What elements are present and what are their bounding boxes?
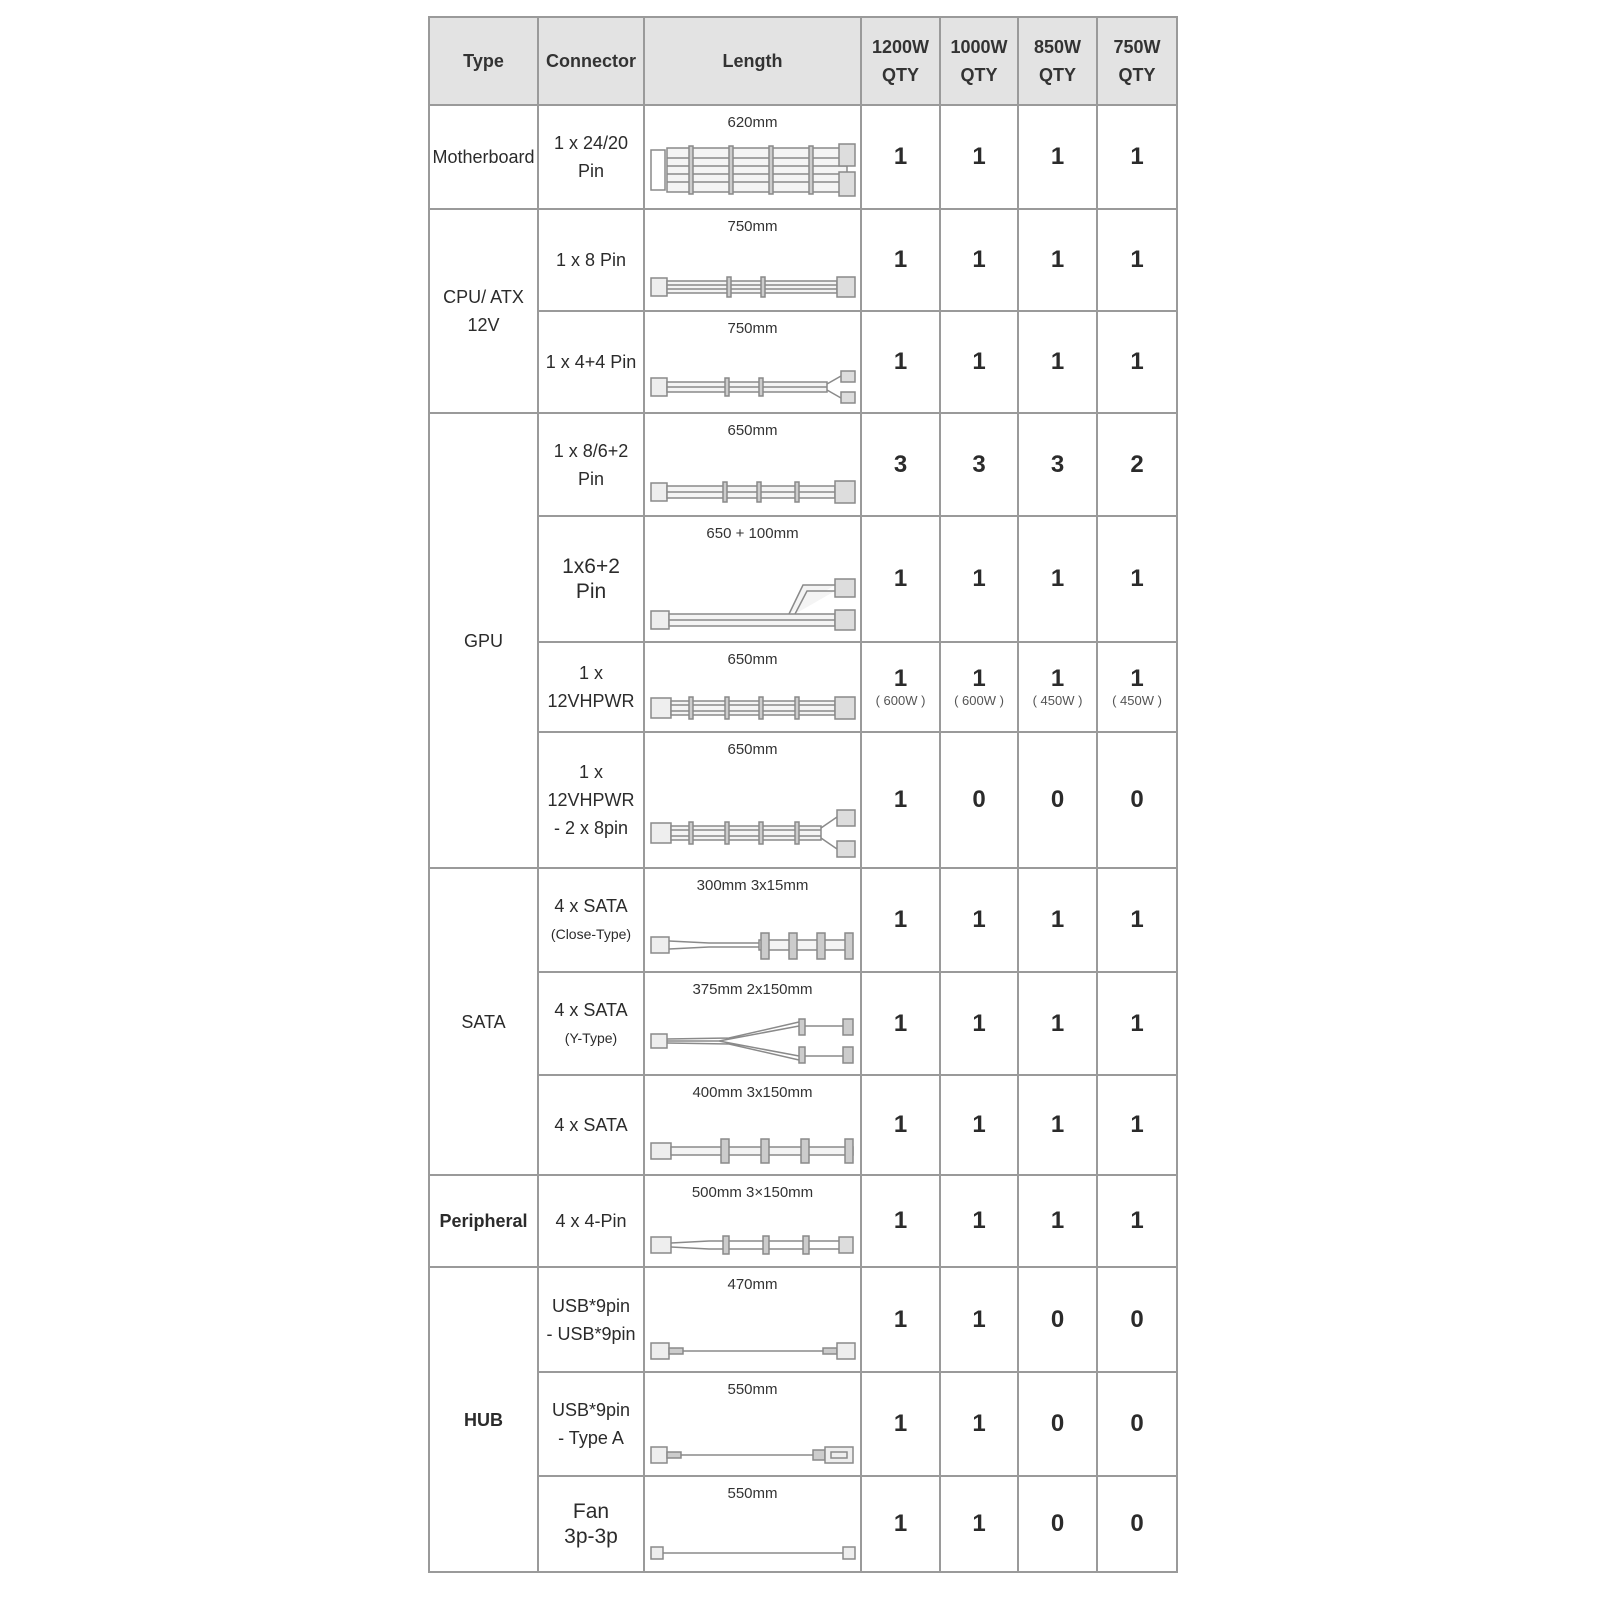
- connector-line: 1 x 4+4 Pin: [545, 352, 637, 372]
- sata-y-cable-icon: [649, 1016, 858, 1066]
- connector-cell: [538, 1476, 644, 1572]
- qty-750w: 2: [1097, 413, 1177, 516]
- qty-1000w: 0: [940, 732, 1018, 868]
- qty-1200w: 1: [861, 1372, 940, 1476]
- qty-1000w: 1: [940, 868, 1018, 972]
- length-label: 750mm: [727, 320, 778, 337]
- length-label: 620mm: [727, 114, 778, 131]
- connector-cell: [538, 972, 644, 1075]
- connector-cell: [538, 1175, 644, 1267]
- connector-cell: [538, 732, 644, 868]
- length-cell: [644, 972, 861, 1075]
- table-row: [429, 1267, 1177, 1372]
- connector-cell: [538, 868, 644, 972]
- table-row: [429, 1075, 1177, 1175]
- connector-line: 12VHPWR: [547, 790, 635, 810]
- sata-cable-icon: [649, 1136, 858, 1166]
- header-1000w: [940, 17, 1018, 105]
- qty-750w: 0: [1097, 1267, 1177, 1372]
- length-cell: [644, 732, 861, 868]
- table-row: [429, 516, 1177, 642]
- qty-850w: 1: [1018, 516, 1097, 642]
- table-row: [429, 209, 1177, 311]
- qty-1200w: 1: [861, 868, 940, 972]
- connector-line: Fan: [572, 1500, 610, 1523]
- header-750w-label: 750W: [1113, 37, 1161, 57]
- header-850w-label: 850W: [1033, 37, 1082, 57]
- length-label: 300mm 3x15mm: [696, 877, 809, 894]
- connector-cell: [538, 1372, 644, 1476]
- connector-line: 1 x 8/6+2: [553, 440, 629, 461]
- connector-cell: [538, 516, 644, 642]
- header-length: Length: [644, 17, 861, 105]
- qty-note: ( 600W ): [875, 693, 926, 708]
- length-cell: [644, 868, 861, 972]
- header-1000w-label: 1000W: [950, 37, 1008, 57]
- connector-line: 4 x SATA: [554, 896, 628, 916]
- 12vhpwr-split-cable-icon: [649, 809, 858, 859]
- connector-line: 1 x 8 Pin: [555, 250, 627, 270]
- type-peripheral: Peripheral: [429, 1175, 538, 1267]
- header-row: [429, 17, 1177, 105]
- table-row: [429, 1476, 1177, 1572]
- table-row: [429, 311, 1177, 413]
- length-cell: [644, 642, 861, 732]
- qty-value: 1: [1130, 665, 1144, 692]
- type-cpu-line: 12V: [467, 315, 500, 335]
- header-850w-qty: QTY: [1038, 65, 1076, 85]
- qty-1000w: 1: [940, 1476, 1018, 1572]
- length-cell: [644, 1476, 861, 1572]
- header-750w-qty: QTY: [1118, 65, 1156, 85]
- qty-750w: 1: [1097, 105, 1177, 209]
- qty-note: ( 450W ): [1112, 693, 1162, 708]
- length-label: 550mm: [727, 1485, 778, 1502]
- connector-line: 4 x SATA: [554, 999, 628, 1020]
- sata-close-cable-icon: [649, 929, 858, 963]
- qty-1000w: 1: [940, 972, 1018, 1075]
- qty-1200w: 1: [861, 1075, 940, 1175]
- qty-value: 1: [972, 665, 986, 692]
- qty-750w: 1: [1097, 1075, 1177, 1175]
- qty-1200w: [861, 642, 940, 732]
- qty-value: 1: [893, 665, 908, 692]
- connector-line: Pin: [575, 580, 607, 603]
- connector-cell: [538, 1267, 644, 1372]
- qty-850w: 1: [1018, 1175, 1097, 1267]
- qty-1200w: 1: [861, 1175, 940, 1267]
- cable-spec-table: [428, 16, 1178, 1573]
- header-1000w-qty: QTY: [960, 65, 998, 85]
- connector-cell: [538, 413, 644, 516]
- qty-850w: 1: [1018, 209, 1097, 311]
- qty-850w: 3: [1018, 413, 1097, 516]
- length-cell: [644, 311, 861, 413]
- qty-750w: 0: [1097, 1476, 1177, 1572]
- qty-850w: 1: [1018, 868, 1097, 972]
- qty-850w: 0: [1018, 1267, 1097, 1372]
- length-label: 550mm: [727, 1381, 778, 1398]
- connector-line: 12VHPWR: [547, 691, 635, 711]
- qty-750w: 1: [1097, 972, 1177, 1075]
- connector-line: - Type A: [558, 1428, 624, 1448]
- header-1200w: [861, 17, 940, 105]
- qty-1000w: 1: [940, 1075, 1018, 1175]
- length-cell: [644, 1075, 861, 1175]
- qty-850w: 1: [1018, 972, 1097, 1075]
- connector-line: - 2 x 8pin: [553, 818, 629, 838]
- qty-1000w: 1: [940, 311, 1018, 413]
- qty-1000w: 1: [940, 105, 1018, 209]
- connector-line: 1 x: [578, 663, 603, 683]
- length-cell: [644, 516, 861, 642]
- connector-line: 1 x 24/20: [553, 133, 629, 153]
- length-label: 650mm: [727, 422, 778, 439]
- length-cell: [644, 1372, 861, 1476]
- table-row: [429, 868, 1177, 972]
- qty-1000w: 1: [940, 209, 1018, 311]
- qty-750w: 1: [1097, 868, 1177, 972]
- qty-750w: 1: [1097, 311, 1177, 413]
- qty-750w: 1: [1097, 1175, 1177, 1267]
- connector-line: 4 x SATA: [554, 1115, 628, 1135]
- table-row: [429, 732, 1177, 868]
- qty-1200w: 3: [861, 413, 940, 516]
- qty-750w: 1: [1097, 209, 1177, 311]
- qty-750w: 1: [1097, 516, 1177, 642]
- connector-subline: (Y-Type): [564, 1029, 618, 1046]
- table-row: [429, 972, 1177, 1075]
- qty-1000w: [940, 642, 1018, 732]
- qty-1200w: 1: [861, 972, 940, 1075]
- qty-1200w: 1: [861, 105, 940, 209]
- connector-line: USB*9pin: [551, 1400, 631, 1420]
- qty-750w: 0: [1097, 1372, 1177, 1476]
- connector-cell: [538, 105, 644, 209]
- connector-line: Pin: [577, 468, 604, 489]
- table-row: [429, 642, 1177, 732]
- qty-1200w: 1: [861, 516, 940, 642]
- qty-1200w: 1: [861, 209, 940, 311]
- qty-1000w: 1: [940, 1372, 1018, 1476]
- length-label: 500mm 3×150mm: [691, 1184, 814, 1201]
- table-row: [429, 105, 1177, 209]
- length-cell: [644, 413, 861, 516]
- length-cell: [644, 105, 861, 209]
- connector-line: 3p-3p: [564, 1525, 618, 1548]
- 8pin-cable-icon: [649, 272, 858, 302]
- connector-cell: [538, 311, 644, 413]
- qty-850w: 0: [1018, 1476, 1097, 1572]
- length-label: 650mm: [727, 741, 778, 758]
- usb9pin-cable-icon: [649, 1339, 858, 1363]
- header-type: Type: [429, 17, 538, 105]
- qty-1000w: 1: [940, 1267, 1018, 1372]
- qty-1200w: 1: [861, 1476, 940, 1572]
- qty-850w: 1: [1018, 311, 1097, 413]
- qty-1000w: 1: [940, 1175, 1018, 1267]
- 12vhpwr-cable-icon: [649, 693, 858, 723]
- length-label: 470mm: [727, 1276, 778, 1293]
- length-label: 375mm 2x150mm: [692, 981, 813, 998]
- length-label: 750mm: [727, 218, 778, 235]
- qty-1200w: 1: [861, 732, 940, 868]
- type-hub: HUB: [429, 1267, 538, 1572]
- connector-line: Pin: [577, 161, 604, 181]
- header-850w: [1018, 17, 1097, 105]
- connector-cell: [538, 209, 644, 311]
- qty-1200w: 1: [861, 1267, 940, 1372]
- length-cell: [644, 209, 861, 311]
- connector-cell: [538, 642, 644, 732]
- qty-750w: 0: [1097, 732, 1177, 868]
- qty-value: 1: [1050, 665, 1065, 692]
- qty-1200w: 1: [861, 311, 940, 413]
- type-cpu-line: CPU/ ATX: [443, 287, 524, 307]
- qty-note: ( 450W ): [1032, 693, 1083, 708]
- table-row: [429, 1175, 1177, 1267]
- length-cell: [644, 1175, 861, 1267]
- usb-typea-cable-icon: [649, 1443, 858, 1467]
- type-motherboard: Motherboard: [429, 105, 538, 209]
- qty-1000w: 1: [940, 516, 1018, 642]
- pcie-cable-icon: [649, 477, 858, 507]
- length-label: 400mm 3x150mm: [692, 1084, 813, 1101]
- connector-cell: [538, 1075, 644, 1175]
- length-label: 650mm: [727, 651, 778, 668]
- type-cpu: [429, 209, 538, 413]
- 4plus4-cable-icon: [649, 370, 858, 404]
- connector-subline: (Close-Type): [550, 926, 632, 942]
- connector-line: 1 x: [578, 762, 603, 782]
- length-label: 650 + 100mm: [706, 525, 799, 542]
- molex-cable-icon: [649, 1232, 858, 1258]
- 24pin-cable-icon: [649, 140, 858, 200]
- header-1200w-qty: QTY: [881, 65, 919, 85]
- connector-line: 4 x 4-Pin: [555, 1211, 627, 1231]
- header-1200w-label: 1200W: [871, 37, 930, 57]
- qty-note: ( 600W ): [954, 693, 1004, 708]
- fan-cable-icon: [649, 1543, 858, 1563]
- qty-850w: 1: [1018, 1075, 1097, 1175]
- connector-line: - USB*9pin: [546, 1323, 636, 1344]
- pcie-daisy-cable-icon: [649, 577, 858, 633]
- qty-850w: [1018, 642, 1097, 732]
- connector-line: USB*9pin: [551, 1295, 631, 1316]
- type-gpu: GPU: [429, 413, 538, 868]
- qty-850w: 0: [1018, 732, 1097, 868]
- qty-1000w: 3: [940, 413, 1018, 516]
- connector-line: 1x6+2: [562, 555, 620, 578]
- qty-850w: 1: [1018, 105, 1097, 209]
- length-cell: [644, 1267, 861, 1372]
- type-sata: SATA: [429, 868, 538, 1175]
- table-row: [429, 1372, 1177, 1476]
- qty-750w: [1097, 642, 1177, 732]
- qty-850w: 0: [1018, 1372, 1097, 1476]
- table-row: [429, 413, 1177, 516]
- header-750w: [1097, 17, 1177, 105]
- header-connector: Connector: [538, 17, 644, 105]
